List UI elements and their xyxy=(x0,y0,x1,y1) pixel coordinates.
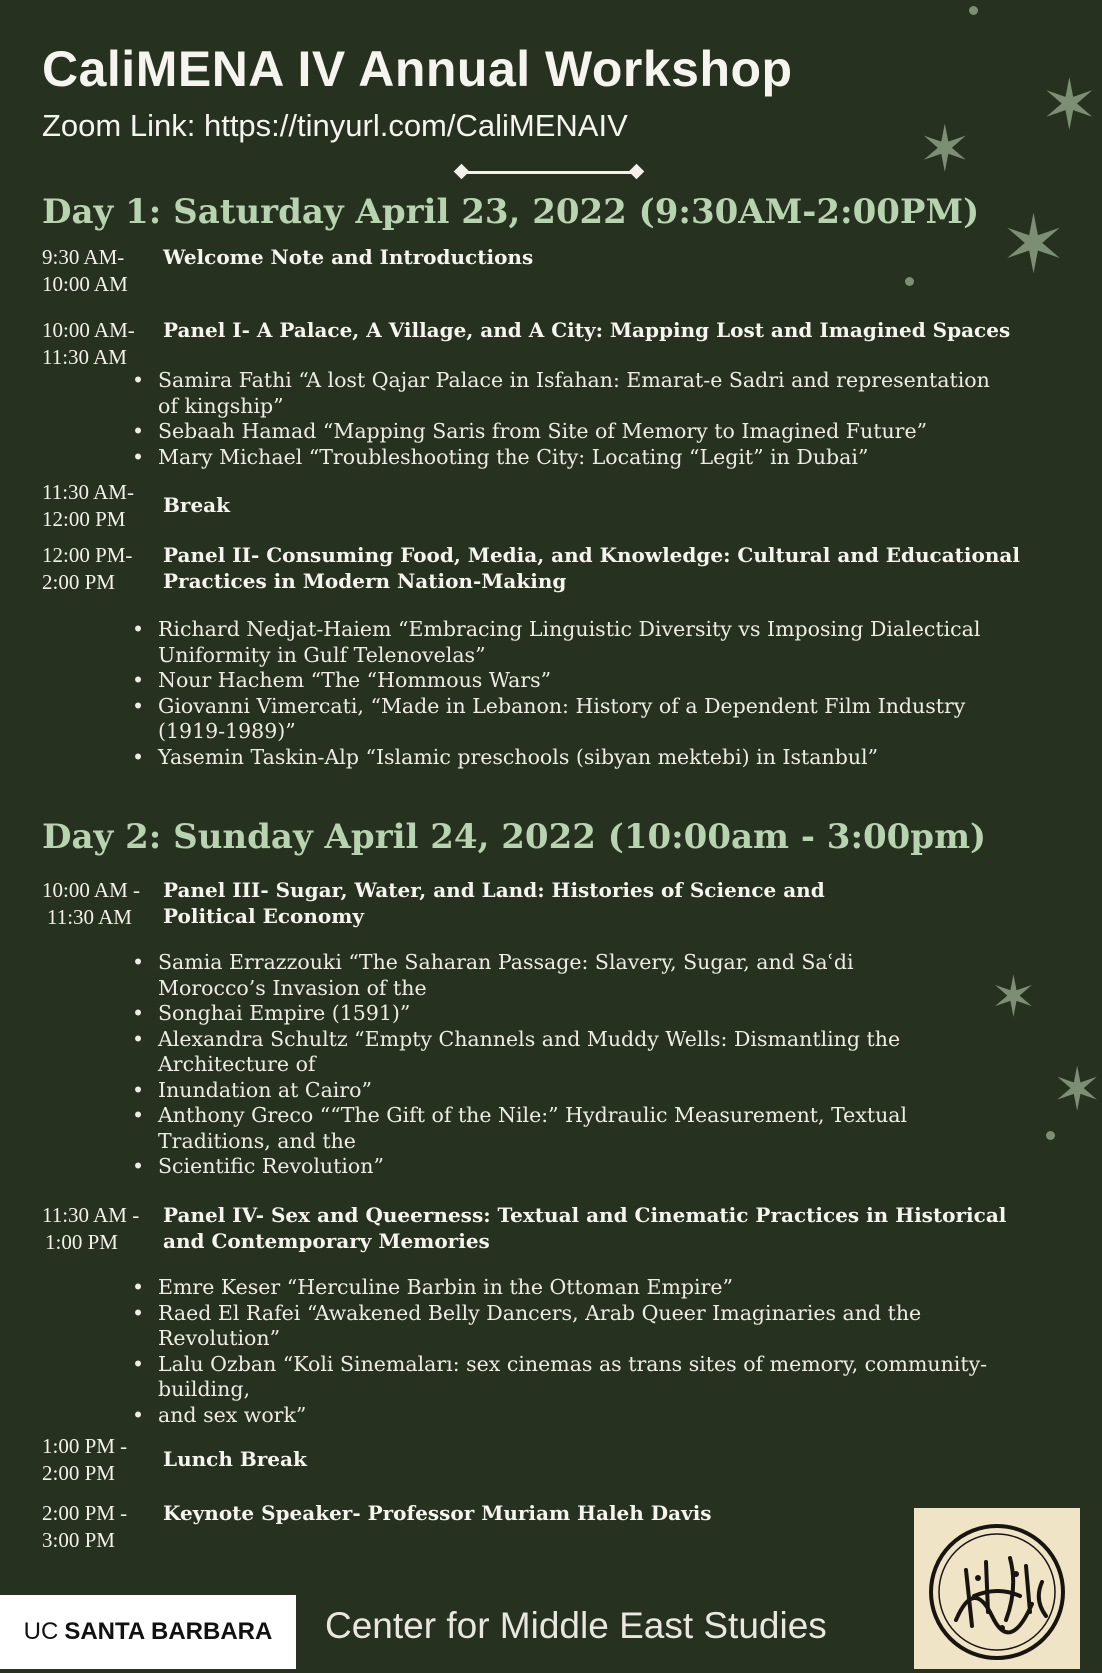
list-item: • Yasemin Taskin-Alp “Islamic preschools (sibyan mektebi) in Istanbul” xyxy=(132,744,879,769)
star-icon: ✶ xyxy=(1000,198,1068,291)
session-title: Panel III- Sugar, Water, and Land: Histories of Science and Political Economy xyxy=(163,878,825,928)
list-item: • Inundation at Cairo” xyxy=(132,1077,372,1102)
calligraphy-seal-graphic xyxy=(914,1508,1080,1669)
session-title: Welcome Note and Introductions xyxy=(163,245,534,269)
session-title: Break xyxy=(163,493,230,517)
session-time: 11:30 AM- 12:00 PM xyxy=(42,480,134,531)
day-heading: Day 2: Sunday April 24, 2022 (10:00am - 3:00pm) xyxy=(42,817,987,857)
zoom-label: Zoom Link: xyxy=(42,108,196,143)
page-title: CaliMENA IV Annual Workshop xyxy=(42,41,793,97)
list-item: • Scientific Revolution” xyxy=(132,1154,384,1178)
diamond-divider xyxy=(456,165,642,179)
star-icon: ✶ xyxy=(990,965,1037,1030)
star-icon: ✶ xyxy=(1052,1055,1102,1125)
list-item: • Nour Hachem “The “Hommous Wars” xyxy=(132,668,552,692)
dot-decoration xyxy=(1046,1131,1055,1140)
session-title: Panel I- A Palace, A Village, and A City: Mapping Lost and Imagined Spaces xyxy=(163,318,1011,342)
calligraphy-seal xyxy=(914,1508,1080,1669)
list-item: • Anthony Greco ““The Gift of the Nile:” Hydraulic Measurement, Textual Traditions, and the xyxy=(132,1103,908,1153)
list-item: • Mary Michael “Troubleshooting the City: Locating “Legit” in Dubai” xyxy=(132,444,869,469)
list-item: • Richard Nedjat-Haiem “Embracing Linguistic Diversity vs Imposing Dialectical Uniformity in Gulf Telenovelas” xyxy=(132,617,981,667)
talk-list xyxy=(132,1275,1008,1428)
session-time: 11:30 AM - 1:00 PM xyxy=(42,1203,140,1254)
dot-decoration xyxy=(969,6,978,15)
session-time: 2:00 PM - 3:00 PM xyxy=(42,1501,128,1552)
session-title: Panel IV- Sex and Queerness: Textual and Cinematic Practices in Historical and Contemporary Memories xyxy=(163,1203,1007,1253)
list-item: • Giovanni Vimercati, “Made in Lebanon: History of a Dependent Film Industry (1919-1989)” xyxy=(132,693,966,743)
session-time: 9:30 AM- 10:00 AM xyxy=(42,245,128,296)
ucsb-logo: UC SANTA BARBARA xyxy=(0,1595,296,1669)
session-time: 12:00 PM- 2:00 PM xyxy=(42,543,133,594)
session-title: Panel II- Consuming Food, Media, and Knowledge: Cultural and Educational Practices in Modern Nation-Making xyxy=(163,543,1020,593)
list-item: • Sebaah Hamad “Mapping Saris from Site of Memory to Imagined Future” xyxy=(132,419,928,443)
list-item: • Samira Fathi “A lost Qajar Palace in Isfahan: Emarat-e Sadri and representation of kingship” xyxy=(132,368,990,418)
session-title: Lunch Break xyxy=(163,1447,307,1471)
day-heading: Day 1: Saturday April 23, 2022 (9:30AM-2:00PM) xyxy=(42,192,980,232)
list-item: • Samia Errazzouki “The Saharan Passage: Slavery, Sugar, and Saʿdi Morocco’s Invasion of the xyxy=(132,950,854,1000)
list-item: • Alexandra Schultz “Empty Channels and Muddy Wells: Dismantling the Architecture of xyxy=(132,1026,901,1076)
session-time: 10:00 AM - 11:30 AM xyxy=(42,878,141,929)
session-time: 10:00 AM- 11:30 AM xyxy=(42,318,135,369)
talk-list xyxy=(132,617,1008,770)
zoom-url-link[interactable]: https://tinyurl.com/CaliMENAIV xyxy=(203,108,628,143)
session-time: 1:00 PM - 2:00 PM xyxy=(42,1434,128,1485)
talk-list xyxy=(132,950,958,1180)
star-icon: ✶ xyxy=(1040,64,1099,146)
list-item: • Emre Keser “Herculine Barbin in the Ottoman Empire” xyxy=(132,1275,734,1299)
list-item: • and sex work” xyxy=(132,1402,307,1427)
zoom-link-line xyxy=(42,108,628,144)
list-item: • Songhai Empire (1591)” xyxy=(132,1001,411,1025)
dot-decoration xyxy=(905,277,914,286)
talk-list xyxy=(132,368,1008,470)
center-name: Center for Middle East Studies xyxy=(325,1605,827,1646)
session-title: Keynote Speaker- Professor Muriam Haleh Davis xyxy=(163,1501,712,1525)
list-item: • Raed El Rafei “Awakened Belly Dancers, Arab Queer Imaginaries and the Revolution” xyxy=(132,1300,922,1350)
star-icon: ✶ xyxy=(918,113,972,187)
list-item: • Lalu Ozban “Koli Sinemaları: sex cinemas as trans sites of memory, community-building, xyxy=(132,1351,988,1401)
